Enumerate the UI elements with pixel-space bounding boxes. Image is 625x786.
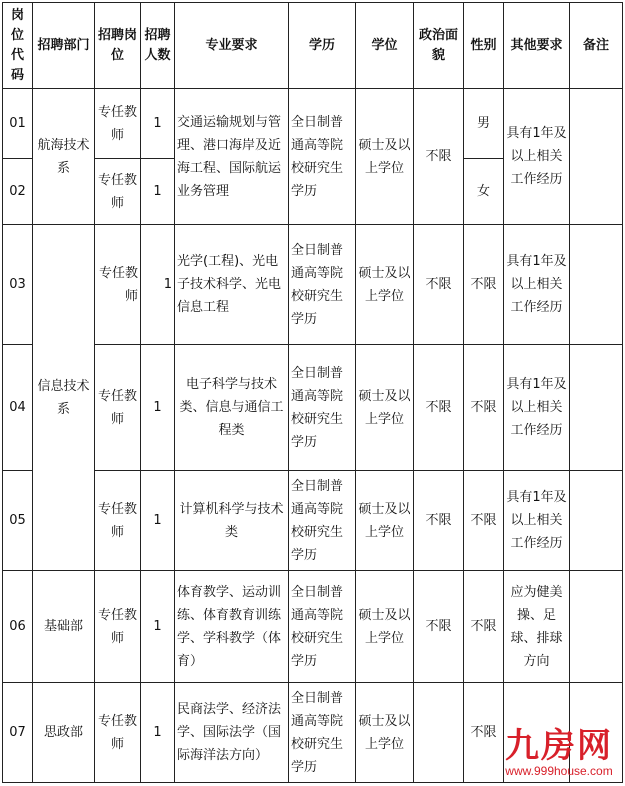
- code-cell: 04: [3, 345, 33, 471]
- politics-cell: 不限: [414, 471, 464, 571]
- note-cell: [570, 89, 623, 225]
- header-cell: 学历: [289, 3, 356, 89]
- table-row: [3, 571, 623, 683]
- header-cell: 学位: [356, 3, 414, 89]
- major-cell: 体育教学、运动训练、体育教育训练学、学科教学（体育）: [175, 571, 289, 683]
- edu-cell: 全日制普通高等院校研究生学历: [289, 345, 356, 471]
- politics-cell: [414, 683, 464, 783]
- post-cell: 专任教师: [95, 345, 141, 471]
- other-cell: 具有1年及以上相关工作经历: [504, 471, 570, 571]
- table-row: [3, 225, 623, 345]
- degree-cell: 硕士及以上学位: [356, 683, 414, 783]
- gender-cell: 不限: [464, 471, 504, 571]
- table-row: [3, 471, 623, 571]
- recruitment-table: [2, 2, 623, 783]
- table-row: [3, 345, 623, 471]
- major-cell: 交通运输规划与管理、港口海岸及近海工程、国际航运业务管理: [175, 89, 289, 225]
- edu-cell: 全日制普通高等院校研究生学历: [289, 471, 356, 571]
- header-cell: 招聘人数: [141, 3, 175, 89]
- gender-cell: 男: [464, 89, 504, 159]
- num-cell: 1: [141, 683, 175, 783]
- politics-cell: 不限: [414, 345, 464, 471]
- header-cell: 岗位代码: [3, 3, 33, 89]
- header-cell: 其他要求: [504, 3, 570, 89]
- post-cell: 专任教师: [95, 225, 141, 345]
- num-cell: 1: [141, 89, 175, 159]
- post-cell: 专任教师: [95, 89, 141, 159]
- code-cell: 01: [3, 89, 33, 159]
- post-cell: 专任教师: [95, 571, 141, 683]
- degree-cell: 硕士及以上学位: [356, 345, 414, 471]
- other-cell: 应为健美操、足球、排球方向: [504, 571, 570, 683]
- code-cell: 07: [3, 683, 33, 783]
- post-cell: 专任教师: [95, 159, 141, 225]
- major-cell: 民商法学、经济法学、国际法学（国际海洋法方向）: [175, 683, 289, 783]
- watermark: [505, 728, 613, 778]
- edu-cell: 全日制普通高等院校研究生学历: [289, 225, 356, 345]
- header-cell: 政治面貌: [414, 3, 464, 89]
- politics-cell: 不限: [414, 225, 464, 345]
- num-cell: 1: [141, 471, 175, 571]
- edu-cell: 全日制普通高等院校研究生学历: [289, 89, 356, 225]
- edu-cell: 全日制普通高等院校研究生学历: [289, 683, 356, 783]
- code-cell: 05: [3, 471, 33, 571]
- gender-cell: 不限: [464, 225, 504, 345]
- num-cell: 1: [141, 159, 175, 225]
- header-cell: 招聘岗位: [95, 3, 141, 89]
- degree-cell: 硕士及以上学位: [356, 571, 414, 683]
- edu-cell: 全日制普通高等院校研究生学历: [289, 571, 356, 683]
- major-cell: 光学(工程)、光电子技术科学、光电信息工程: [175, 225, 289, 345]
- dept-cell: 航海技术系: [33, 89, 95, 225]
- gender-cell: 女: [464, 159, 504, 225]
- dept-cell: 基础部: [33, 571, 95, 683]
- post-cell: 专任教师: [95, 471, 141, 571]
- note-cell: [570, 345, 623, 471]
- watermark-url: www.999house.com: [505, 764, 613, 778]
- note-cell: [570, 571, 623, 683]
- code-cell: 03: [3, 225, 33, 345]
- code-cell: 02: [3, 159, 33, 225]
- politics-cell: 不限: [414, 89, 464, 225]
- num-cell: 1: [141, 225, 175, 345]
- table-row: [3, 89, 623, 159]
- other-cell: 具有1年及以上相关工作经历: [504, 225, 570, 345]
- major-cell: 电子科学与技术类、信息与通信工程类: [175, 345, 289, 471]
- header-cell: 专业要求: [175, 3, 289, 89]
- num-cell: 1: [141, 571, 175, 683]
- header-cell: 招聘部门: [33, 3, 95, 89]
- other-cell: 具有1年及以上相关工作经历: [504, 345, 570, 471]
- gender-cell: 不限: [464, 683, 504, 783]
- header-cell: 性别: [464, 3, 504, 89]
- note-cell: [570, 471, 623, 571]
- other-cell: 具有1年及以上相关工作经历: [504, 89, 570, 225]
- watermark-logo: 九房网: [505, 726, 613, 766]
- header-cell: 备注: [570, 3, 623, 89]
- header-row: [3, 3, 623, 89]
- dept-cell: 信息技术系: [33, 225, 95, 571]
- note-cell: [570, 225, 623, 345]
- gender-cell: 不限: [464, 345, 504, 471]
- dept-cell: 思政部: [33, 683, 95, 783]
- num-cell: 1: [141, 345, 175, 471]
- code-cell: 06: [3, 571, 33, 683]
- politics-cell: 不限: [414, 571, 464, 683]
- degree-cell: 硕士及以上学位: [356, 89, 414, 225]
- major-cell: 计算机科学与技术类: [175, 471, 289, 571]
- gender-cell: 不限: [464, 571, 504, 683]
- degree-cell: 硕士及以上学位: [356, 225, 414, 345]
- degree-cell: 硕士及以上学位: [356, 471, 414, 571]
- post-cell: 专任教师: [95, 683, 141, 783]
